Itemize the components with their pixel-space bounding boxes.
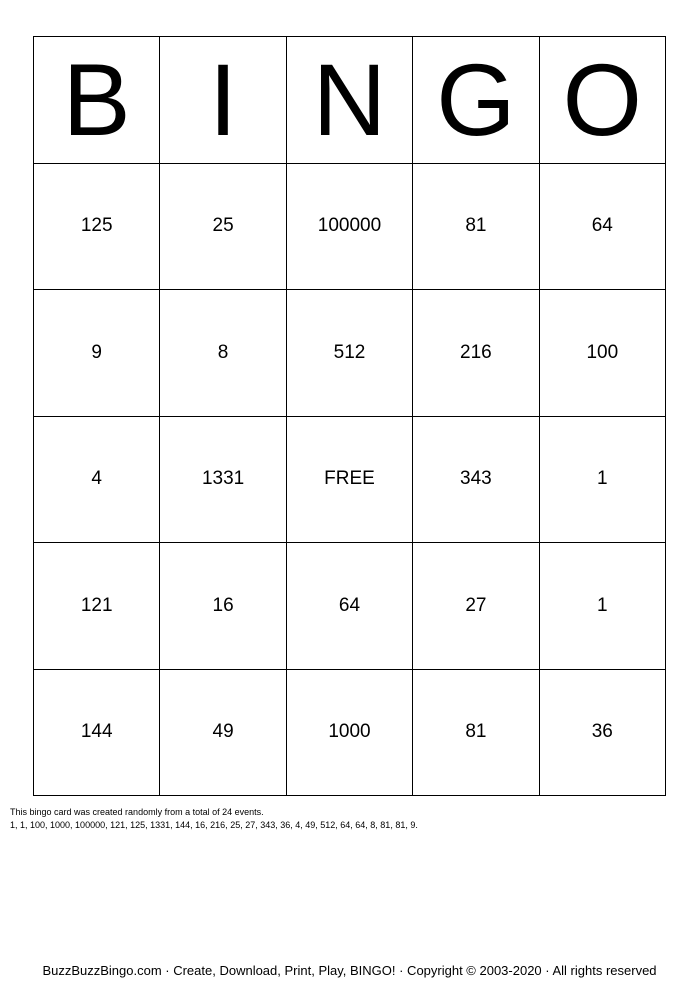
bingo-cell: 1331 <box>160 417 286 544</box>
bingo-cell: 36 <box>540 670 666 797</box>
header-letter-i: I <box>160 37 286 164</box>
bingo-cell: 100 <box>540 290 666 417</box>
header-letter-g: G <box>413 37 539 164</box>
bingo-cell: 49 <box>160 670 286 797</box>
bingo-cell: 512 <box>287 290 413 417</box>
bingo-cell: 1000 <box>287 670 413 797</box>
bingo-cell: 81 <box>413 164 539 291</box>
bingo-cell: 1 <box>540 417 666 544</box>
bingo-cell: 144 <box>34 670 160 797</box>
bingo-cell: 81 <box>413 670 539 797</box>
header-letter-b: B <box>34 37 160 164</box>
bingo-cell: 8 <box>160 290 286 417</box>
header-letter-o: O <box>540 37 666 164</box>
bingo-cell: 64 <box>287 543 413 670</box>
page-footer: BuzzBuzzBingo.com · Create, Download, Print, Play, BINGO! · Copyright © 2003-2020 · All rights reserved <box>42 963 657 978</box>
bingo-cell: 25 <box>160 164 286 291</box>
bingo-cell: 64 <box>540 164 666 291</box>
bingo-cell: 4 <box>34 417 160 544</box>
bingo-cell: 100000 <box>287 164 413 291</box>
header-letter-n: N <box>287 37 413 164</box>
bingo-cell: 1 <box>540 543 666 670</box>
bingo-cell: 125 <box>34 164 160 291</box>
card-info-summary: This bingo card was created randomly from a total of 24 events. <box>10 807 264 817</box>
card-info <box>10 806 418 832</box>
free-space-cell: FREE <box>287 417 413 544</box>
bingo-cell: 9 <box>34 290 160 417</box>
card-info-event-list: 1, 1, 100, 1000, 100000, 121, 125, 1331, 144, 16, 216, 25, 27, 343, 36, 4, 49, 512, 64, 64, 8, 81, 81, 9. <box>10 820 418 830</box>
bingo-cell: 16 <box>160 543 286 670</box>
bingo-cell: 216 <box>413 290 539 417</box>
bingo-cell: 343 <box>413 417 539 544</box>
bingo-cell: 27 <box>413 543 539 670</box>
bingo-cell: 121 <box>34 543 160 670</box>
bingo-card <box>33 36 666 796</box>
